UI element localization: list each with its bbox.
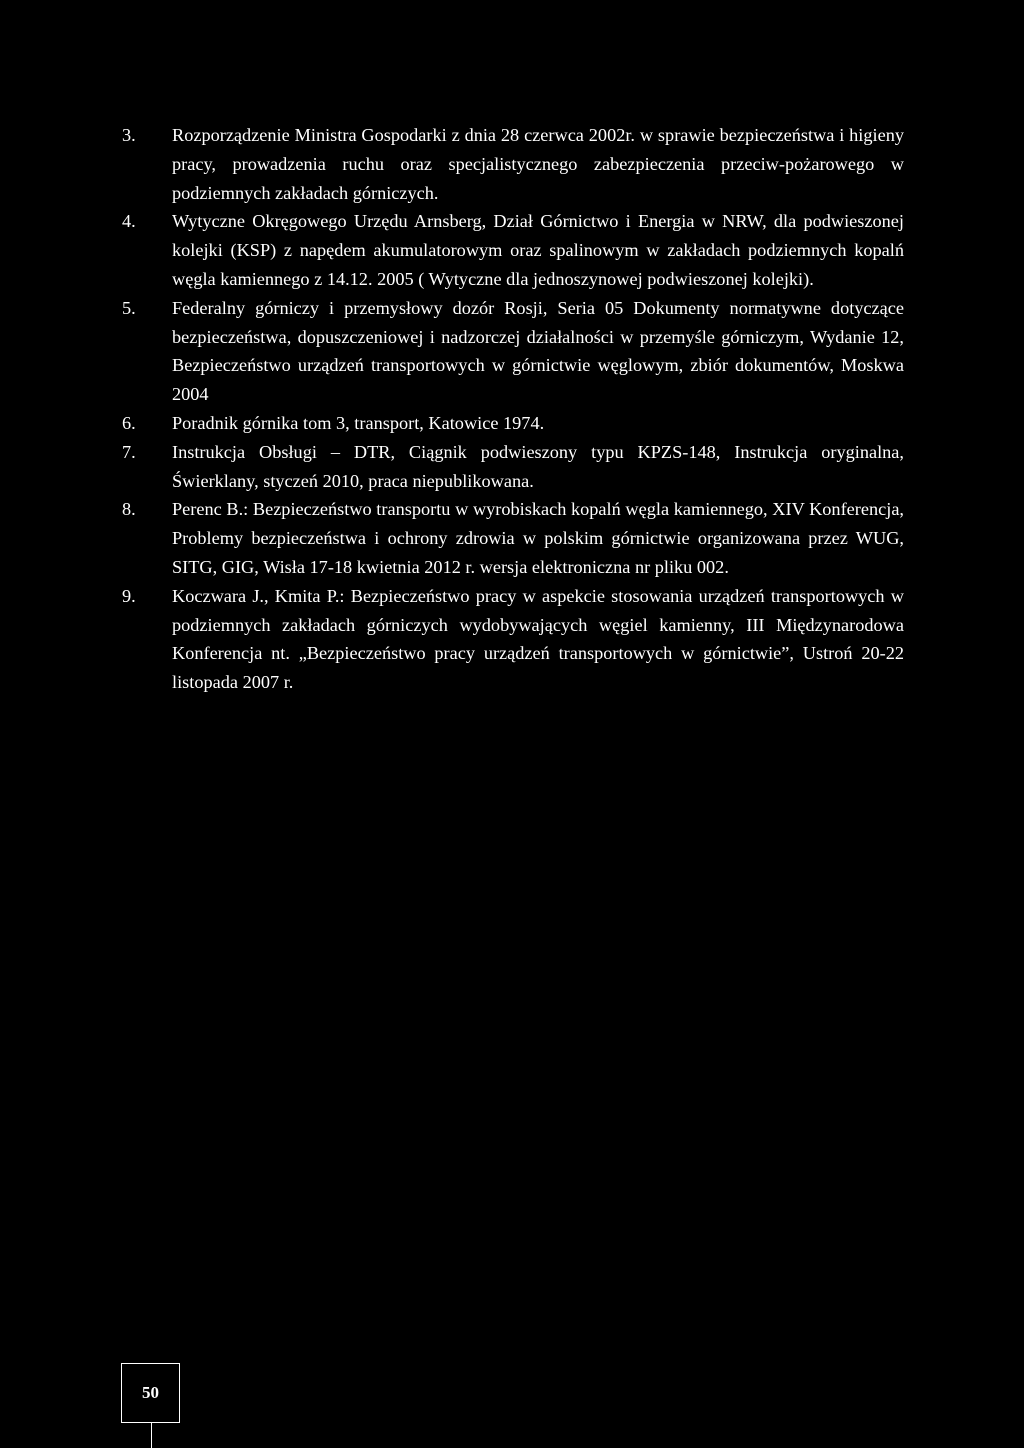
- reference-item: [122, 409, 904, 438]
- reference-text: Wytyczne Okręgowego Urzędu Arnsberg, Dział Górnictwo i Energia w NRW, dla podwieszonej kolejki (KSP) z napędem akumulatorowym oraz spalinowym w zakładach podziemnych kopalń węgla kamiennego z 14.12. 2005 ( Wytyczne dla jednoszynowej podwieszonej kolejki).: [172, 211, 904, 289]
- reference-item: [122, 207, 904, 293]
- reference-text: Federalny górniczy i przemysłowy dozór Rosji, Seria 05 Dokumenty normatywne dotyczące bezpieczeństwa, dopuszczeniowej i nadzorczej działalności w przemyśle górniczym, Wydanie 12, Bezpieczeństwo urządzeń transportowych w górnictwie węglowym, zbiór dokumentów, Moskwa 2004: [172, 297, 904, 405]
- reference-item: [122, 121, 904, 207]
- reference-text: Rozporządzenie Ministra Gospodarki z dnia 28 czerwca 2002r. w sprawie bezpieczeństwa i higieny pracy, prowadzenia ruchu oraz specjalistycznego zabezpieczenia przeciw-pożarowego w podziemnych zakładach górniczych.: [172, 125, 904, 203]
- reference-number: 4.: [122, 211, 136, 232]
- page-number: 50: [142, 1383, 159, 1402]
- reference-item: [122, 495, 904, 581]
- reference-number: 8.: [122, 499, 136, 520]
- footer-divider-line: [151, 1423, 152, 1448]
- reference-item: [122, 438, 904, 496]
- reference-item: [122, 294, 904, 409]
- reference-list: [122, 121, 904, 697]
- reference-number: 7.: [122, 441, 136, 462]
- page-number-box: [121, 1363, 180, 1423]
- reference-number: 9.: [122, 585, 136, 606]
- reference-text: Poradnik górnika tom 3, transport, Katowice 1974.: [172, 412, 545, 433]
- reference-number: 5.: [122, 297, 136, 318]
- reference-number: 6.: [122, 412, 136, 433]
- reference-text: Perenc B.: Bezpieczeństwo transportu w wyrobiskach kopalń węgla kamiennego, XIV Konferencja, Problemy bezpieczeństwa i ochrony zdrowia w polskim górnictwie organizowana przez WUG, SITG, GIG, Wisła 17-18 kwietnia 2012 r. wersja elektroniczna nr pliku 002.: [172, 499, 904, 577]
- reference-text: Instrukcja Obsługi – DTR, Ciągnik podwieszony typu KPZS-148, Instrukcja oryginalna, Świerklany, styczeń 2010, praca niepublikowana.: [172, 441, 904, 491]
- reference-number: 3.: [122, 125, 136, 145]
- reference-text: Koczwara J., Kmita P.: Bezpieczeństwo pracy w aspekcie stosowania urządzeń transportowych w podziemnych zakładach górniczych wydobywających węgiel kamienny, III Międzynarodowa Konferencja nt. „Bezpieczeństwo pracy urządzeń transportowych w górnictwie”, Ustroń 20-22 listopada 2007 r.: [172, 585, 904, 693]
- reference-item: [122, 582, 904, 697]
